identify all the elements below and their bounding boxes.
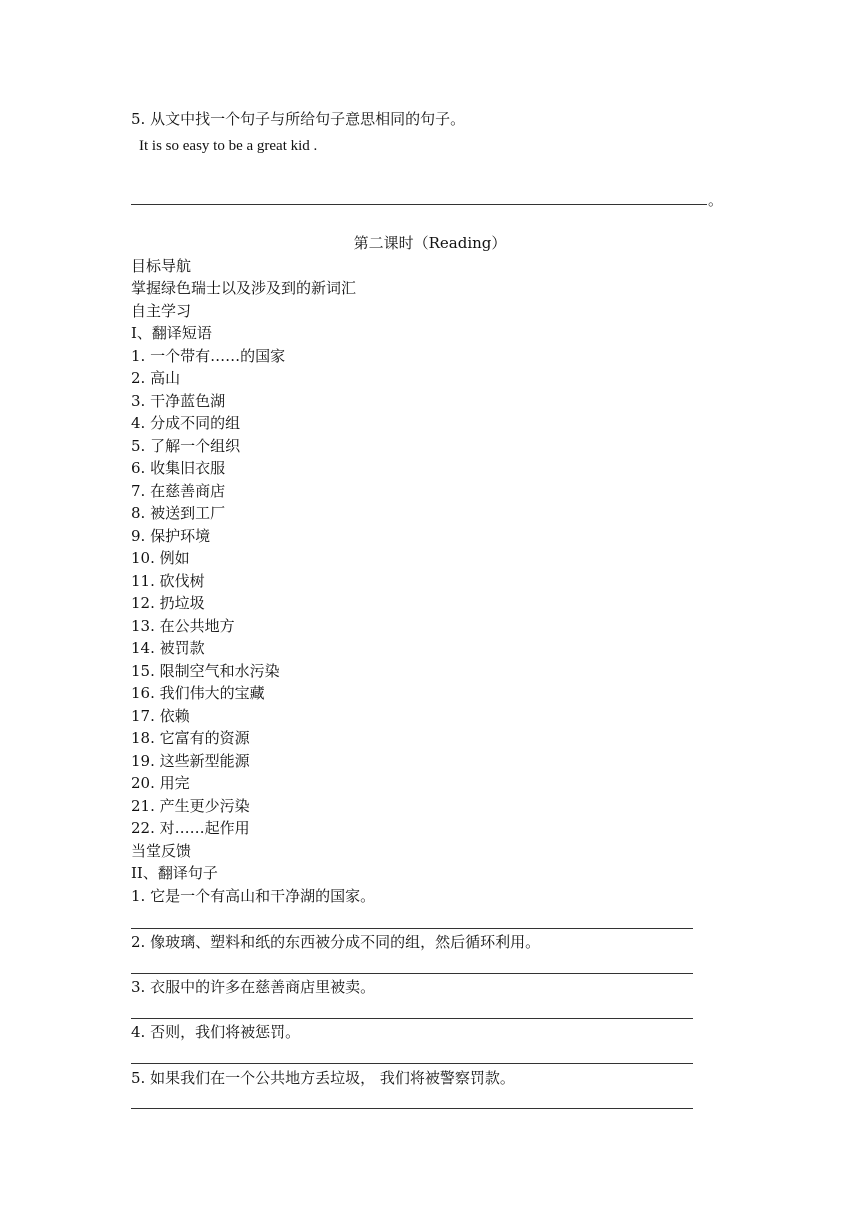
answer-line[interactable] [131,1063,693,1064]
question-5-sentence: It is so easy to be a great kid . [139,138,318,154]
phrase-item: 19. 这些新型能源 [131,752,250,770]
part1-heading: I、翻译短语 [131,324,212,342]
goal-text: 掌握绿色瑞士以及涉及到的新词汇 [131,279,357,297]
phrase-item: 13. 在公共地方 [131,617,235,635]
phrase-item: 2. 高山 [131,369,181,387]
answer-line-q5[interactable] [131,204,707,205]
phrase-item: 14. 被罚款 [131,639,205,657]
answer-line[interactable] [131,928,693,929]
answer-line[interactable] [131,1108,693,1109]
phrase-item: 18. 它富有的资源 [131,729,250,747]
phrase-item: 15. 限制空气和水污染 [131,662,280,680]
sentence-item: 2. 像玻璃、塑料和纸的东西被分成不同的组，然后循环利用。 [131,933,541,951]
answer-line[interactable] [131,1018,693,1019]
phrase-item: 10. 例如 [131,549,190,567]
phrase-item: 5. 了解一个组织 [131,437,241,455]
phrase-item: 1. 一个带有……的国家 [131,347,286,365]
sentence-item: 1. 它是一个有高山和干净湖的国家。 [131,887,376,905]
phrase-item: 17. 依赖 [131,707,190,725]
phrase-item: 9. 保护环境 [131,527,211,545]
question-5-prompt: 5. 从文中找一个句子与所给句子意思相同的句子。 [131,110,466,128]
feedback-heading: 当堂反馈 [131,842,192,860]
phrase-item: 8. 被送到工厂 [131,504,226,522]
phrase-item: 21. 产生更少污染 [131,797,250,815]
phrase-item: 7. 在慈善商店 [131,482,226,500]
phrase-item: 22. 对……起作用 [131,819,250,837]
phrase-item: 16. 我们伟大的宝藏 [131,684,265,702]
phrase-item: 12. 扔垃圾 [131,594,205,612]
phrase-item: 4. 分成不同的组 [131,414,241,432]
phrase-item: 3. 干净蓝色湖 [131,392,226,410]
self-study-heading: 自主学习 [131,302,192,320]
goal-heading: 目标导航 [131,257,192,275]
sentence-item: 3. 衣服中的许多在慈善商店里被卖。 [131,978,376,996]
lesson-title: 第二课时（Reading） [353,234,507,252]
sentence-item: 4. 否则，我们将被惩罚。 [131,1023,301,1041]
part2-heading: II、翻译句子 [131,864,218,882]
phrase-item: 6. 收集旧衣服 [131,459,226,477]
sentence-item: 5. 如果我们在一个公共地方丢垃圾， 我们将被警察罚款。 [131,1069,515,1087]
question-5-end-mark: 。 [708,191,724,209]
phrase-item: 11. 砍伐树 [131,572,205,590]
phrase-item: 20. 用完 [131,774,190,792]
answer-line[interactable] [131,973,693,974]
